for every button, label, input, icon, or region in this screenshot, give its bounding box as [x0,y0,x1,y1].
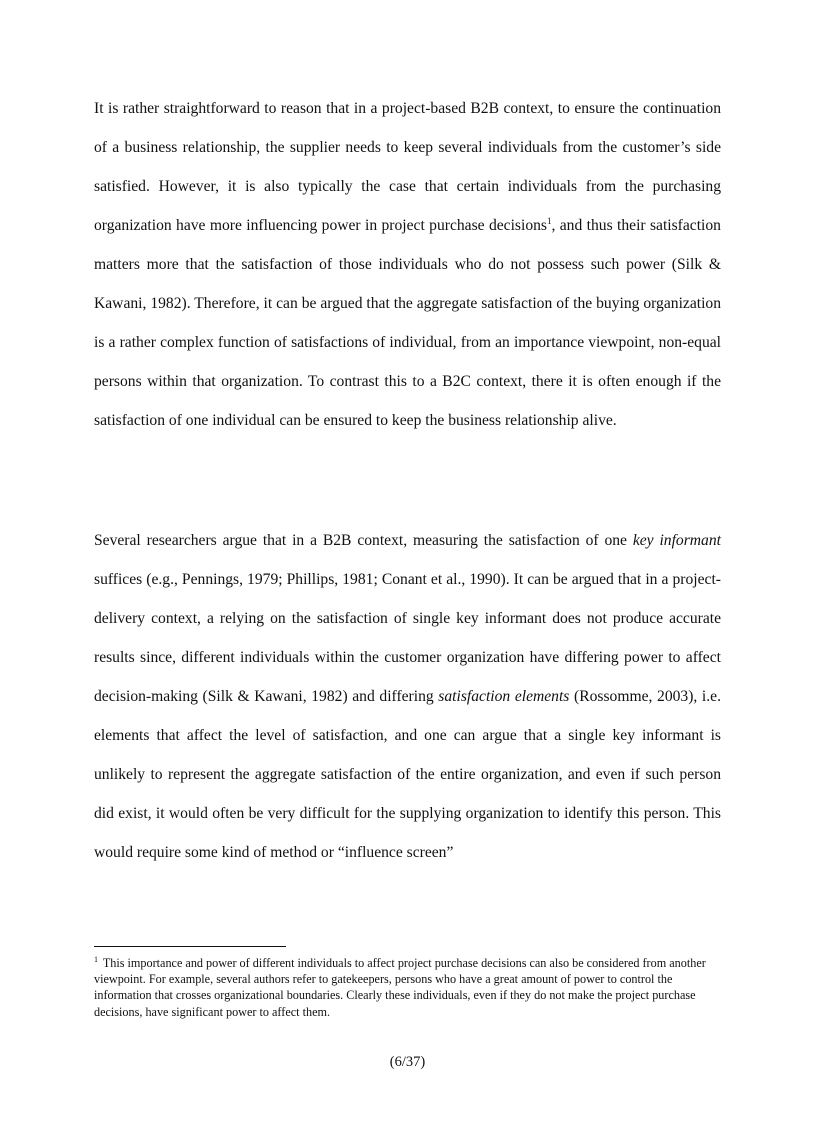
paragraph-2-text-c: (Rossomme, 2003), i.e. elements that affect the level of satisfaction, and one can argue that a single key informant is unlikely to represent the aggregate satisfaction of the entire organization, and even if such person did exist, it would often be very difficult for the supplying organization to identify this person. This would require some kind of method or “influence screen” [94,688,721,861]
paragraph-1-text-b: , and thus their satisfaction matters more that the satisfaction of those individuals who do not possess such power (Silk & Kawani, 1982). Therefore, it can be argued that the aggregate satisfaction of the buying organization is a rather complex function of satisfactions of individual, from an importance viewpoint, non-equal persons within that organization. To contrast this to a B2C context, there it is often enough if the satisfaction of one individual can be ensured to keep the business relationship alive. [94,217,721,429]
paragraph-2-text-a: Several researchers argue that in a B2B context, measuring the satisfaction of one [94,532,633,549]
body-paragraph-1 [94,89,721,440]
body-paragraph-2 [94,521,721,872]
key-informant-term: key informant [632,532,721,549]
satisfaction-elements-term: satisfaction elements [438,688,570,705]
page-number: (6/37) [389,1054,426,1070]
footnote-text: This importance and power of different individuals to affect project purchase decisions can also be considered from another viewpoint. For example, several authors refer to gatekeepers, persons who have a great amount of power to control the information that crosses organizational boundaries. Clearly these individuals, even if they do not make the project purchase decisions, have significant power to affect them. [94,956,706,1019]
footnote-divider [94,946,286,947]
footnote-reference[interactable]: 1 [546,215,552,226]
paragraph-2-text-b: suffices (e.g., Pennings, 1979; Phillips, 1981; Conant et al., 1990). It can be argued that in a project-delivery context, a relying on the satisfaction of single key informant does not produce accurate results since, different individuals within the customer organization have differing power to affect decision-making (Silk & Kawani, 1982) and differing [94,571,721,705]
footnote-marker: 1 [94,954,98,964]
paragraph-1-text-a: It is rather straightforward to reason that in a project-based B2B context, to ensure the continuation of a business relationship, the supplier needs to keep several individuals from the customer’s side satisfied. However, it is also typically the case that certain individuals from the purchasing organization have more influencing power in project purchase decisions [94,100,721,234]
footnote [94,955,721,1020]
